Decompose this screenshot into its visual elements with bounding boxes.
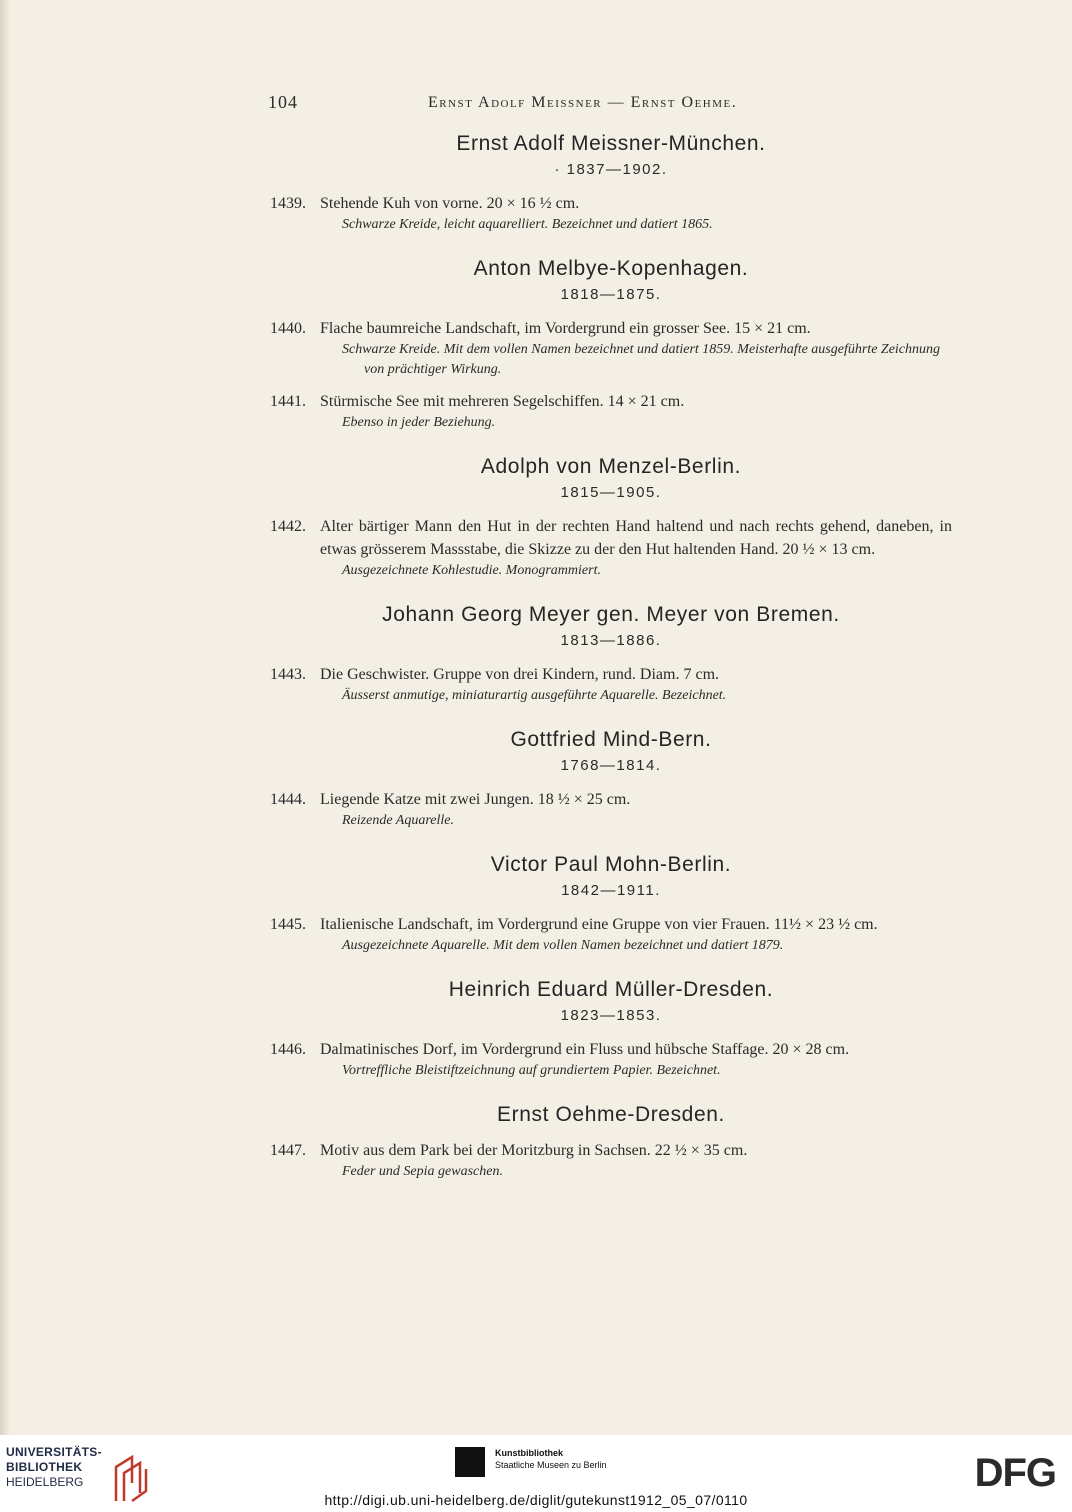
artist-section (270, 726, 952, 831)
artist-section (270, 851, 952, 956)
entry-note: Ausgezeichnete Kohlestudie. Monogrammiert. (342, 563, 601, 578)
kunstbibliothek-mark-icon (455, 1447, 485, 1477)
artist-section (270, 1101, 952, 1182)
entry-note: Schwarze Kreide. Mit dem vollen Namen bezeichnet und datiert 1859. Meisterhafte ausgeführte Zeichnung von prächtiger Wirkung. (342, 342, 941, 377)
artist-years: 1813—1886. (560, 632, 662, 649)
catalogue-entry (270, 663, 952, 706)
entry-text: Die Geschwister. Gruppe von drei Kindern, rund. Diam. 7 cm. (320, 666, 720, 683)
uni-logo-line3: HEIDELBERG (6, 1475, 84, 1489)
artist-heading: Johann Georg Meyer gen. Meyer von Bremen. (382, 603, 840, 626)
uni-logo-mark-icon (110, 1453, 156, 1505)
artist-section (270, 255, 952, 433)
artist-years: · 1837—1902. (554, 161, 668, 178)
uni-logo-line1: UNIVERSITÄTS- (6, 1445, 102, 1459)
artist-section (270, 130, 952, 235)
entry-note: Ausgezeichnete Aquarelle. Mit dem vollen Namen bezeichnet und datiert 1879. (342, 938, 784, 953)
entry-text: Stürmische See mit mehreren Segelschiffen. 14 × 21 cm. (320, 393, 685, 410)
entry-number: 1439. (270, 195, 306, 212)
university-library-logo[interactable] (6, 1445, 156, 1505)
entry-number: 1447. (270, 1142, 306, 1159)
entry-text: Alter bärtiger Mann den Hut in der rechten Hand haltend und nach rechts gehend, daneben, in etwas grösserem Massstabe, die Skizze zu der den Hut haltenden Hand. 20 ½ × 13 cm. (320, 518, 952, 558)
catalogue-entry (270, 390, 952, 433)
entry-note: Ebenso in jeder Beziehung. (342, 415, 496, 430)
entry-text: Motiv aus dem Park bei der Moritzburg in Sachsen. 22 ½ × 35 cm. (320, 1142, 748, 1159)
artist-years: 1815—1905. (560, 484, 662, 501)
artist-section (270, 976, 952, 1081)
entry-note: Reizende Aquarelle. (342, 813, 454, 828)
artist-heading: Adolph von Menzel-Berlin. (480, 455, 742, 478)
artist-years: 1842—1911. (561, 882, 661, 899)
entry-text: Italienische Landschaft, im Vordergrund eine Gruppe von vier Frauen. 11½ × 23 ½ cm. (320, 916, 878, 933)
running-head (268, 92, 928, 118)
kb-line1: Kunstbibliothek (495, 1448, 563, 1458)
dfg-logo[interactable]: DFG (974, 1451, 1056, 1495)
entry-note: Vortreffliche Bleistiftzeichnung auf grundiertem Papier. Bezeichnet. (342, 1063, 721, 1078)
entry-note: Feder und Sepia gewaschen. (342, 1164, 503, 1179)
entry-number: 1441. (270, 393, 306, 410)
entry-number: 1442. (270, 518, 306, 535)
entry-number: 1444. (270, 791, 306, 808)
catalogue-entry (270, 192, 952, 235)
catalogue-entry (270, 1139, 952, 1182)
kunstbibliothek-text (495, 1447, 607, 1471)
catalogue-entry (270, 1038, 952, 1081)
artist-heading: Gottfried Mind-Bern. (510, 728, 712, 751)
running-title: Ernst Adolf Meissner — Ernst Oehme. (428, 94, 738, 111)
catalogue-entry (270, 515, 952, 581)
page-binding-shadow (0, 0, 10, 1435)
entry-text: Liegende Katze mit zwei Jungen. 18 ½ × 25 cm. (320, 791, 631, 808)
entry-note: Schwarze Kreide, leicht aquarelliert. Bezeichnet und datiert 1865. (342, 217, 713, 232)
catalogue-entry (270, 913, 952, 956)
entry-text: Stehende Kuh von vorne. 20 × 16 ½ cm. (320, 195, 580, 212)
catalogue-content (270, 130, 952, 1182)
artist-heading: Ernst Oehme-Dresden. (497, 1103, 725, 1126)
entry-note: Äusserst anmutige, miniaturartig ausgeführte Aquarelle. Bezeichnet. (342, 688, 727, 703)
artist-years: 1818—1875. (560, 286, 662, 303)
permalink-url[interactable]: http://digi.ub.uni-heidelberg.de/diglit/gutekunst1912_05_07/0110 (324, 1492, 748, 1508)
entry-number: 1446. (270, 1041, 306, 1058)
artist-heading: Heinrich Eduard Müller-Dresden. (448, 978, 774, 1001)
entry-text: Flache baumreiche Landschaft, im Vordergrund ein grosser See. 15 × 21 cm. (320, 320, 811, 337)
entry-number: 1443. (270, 666, 306, 683)
viewer-footer (0, 1435, 1072, 1512)
page-number: 104 (268, 92, 298, 112)
artist-section (270, 453, 952, 581)
artist-years: 1768—1814. (560, 757, 662, 774)
entry-number: 1445. (270, 916, 306, 933)
artist-heading: Ernst Adolf Meissner-München. (456, 132, 766, 155)
artist-heading: Victor Paul Mohn-Berlin. (490, 853, 732, 876)
entry-number: 1440. (270, 320, 306, 337)
artist-heading: Anton Melbye-Kopenhagen. (473, 257, 749, 280)
artist-section (270, 601, 952, 706)
catalogue-entry (270, 317, 952, 380)
artist-years: 1823—1853. (560, 1007, 662, 1024)
uni-logo-line2: BIBLIOTHEK (6, 1460, 83, 1474)
entry-text: Dalmatinisches Dorf, im Vordergrund ein Fluss und hübsche Staffage. 20 × 28 cm. (320, 1041, 850, 1058)
catalogue-entry (270, 788, 952, 831)
kb-line2: Staatliche Museen zu Berlin (495, 1460, 607, 1470)
kunstbibliothek-logo[interactable] (455, 1443, 635, 1483)
